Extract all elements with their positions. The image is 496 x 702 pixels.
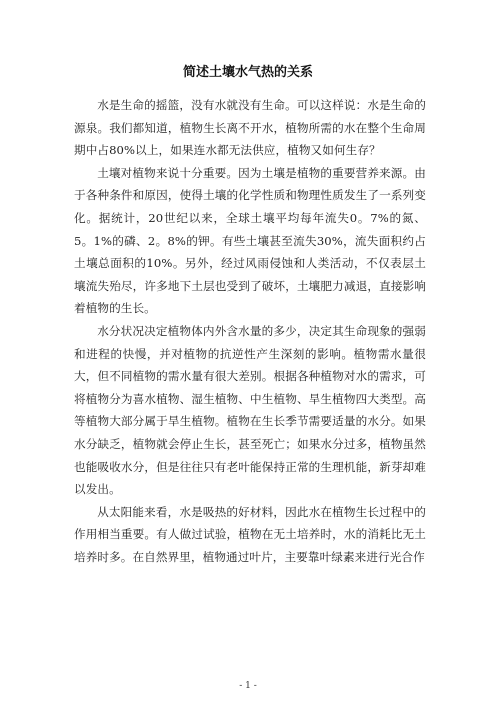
paragraph-3: 水分状况决定植物体内外含水量的多少，决定其生命现象的强弱和进程的快慢，并对植物的抗逆性产生深刻的影响。植物需水量很大，但不同植物的需水量有很大差别。根据各种植物对水的需求，可将植物分为喜水植物、湿生植物、中生植物、旱生植物四大类型。高等植物大部分属于旱生植物。植物在生长季节需要适量的水分。如果水分缺乏，植物就会停止生长，甚至死亡；如果水分过多，植物虽然也能吸收水分，但是往往只有老叶能保持正常的生理机能，新芽却难以发出。 [74,323,426,497]
paragraph-4: 从太阳能来看，水是吸热的好材料，因此水在植物生长过程中的作用相当重要。有人做过试验，植物在无土培养时，水的消耗比无土培养时多。在自然界里，植物通过叶片，主要靠叶绿素来进行光合作 [74,504,426,564]
document-body [74,94,426,568]
page-number: - 1 - [239,681,257,691]
paragraph-2: 土壤对植物来说十分重要。因为土壤是植物的重要营养来源。由于各种条件和原因，使得土壤的化学性质和物理性质发生了一系列变化。据统计，20世纪以来，全球土壤平均每年流失0。7%的氮、5。1%的磷、2。8%的钾。有些土壤甚至流失30%，流失面积约占土壤总面积的10%。另外，经过风雨侵蚀和人类活动，不仅表层土壤流失殆尽，许多地下土层也受到了破坏，土壤肥力减退，直接影响着植物的生长。 [74,165,426,316]
document-title: 简述土壤水气热的关系 [182,65,313,80]
paragraph-1: 水是生命的摇篮，没有水就没有生命。可以这样说：水是生命的源泉。我们都知道，植物生长离不开水，植物所需的水在整个生命周期中占80%以上，如果连水都无法供应，植物又如何生存？ [74,98,426,158]
